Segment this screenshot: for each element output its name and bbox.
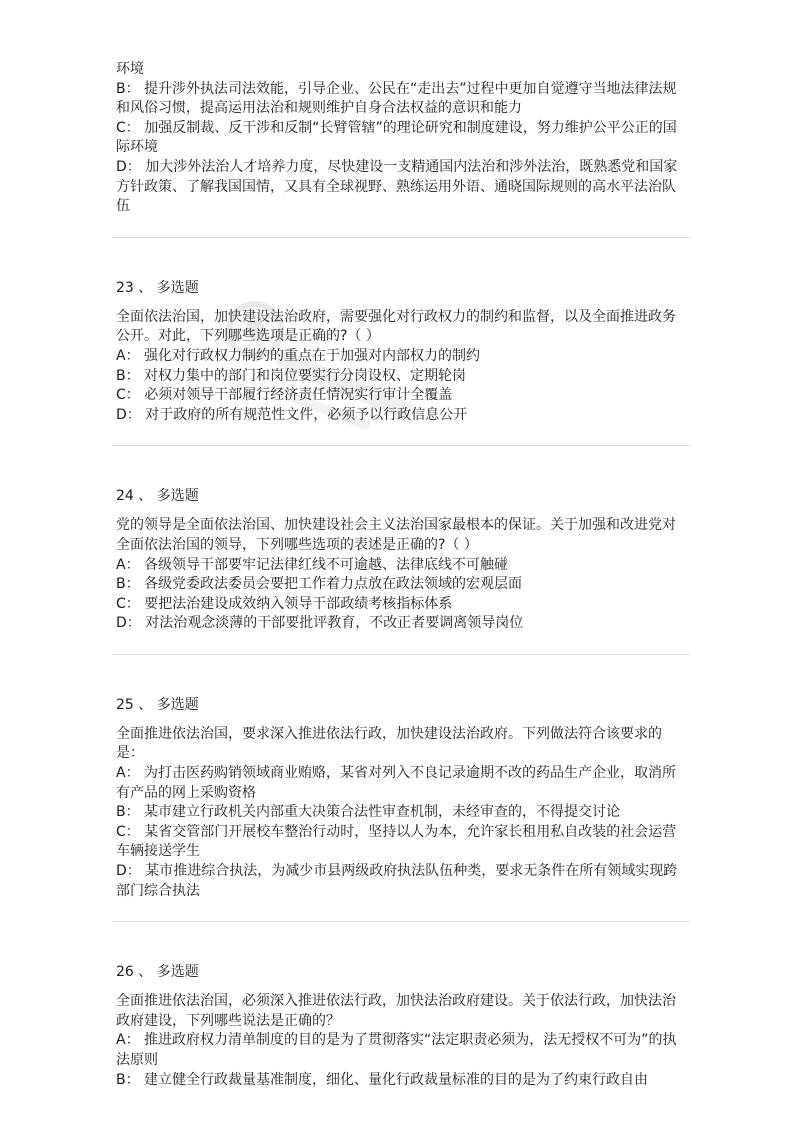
- question-header: 23 、 多选题: [116, 279, 199, 296]
- question-divider: [112, 237, 690, 238]
- question-divider: [112, 654, 690, 655]
- question-stem: 党的领导是全面依法治国、加快建设社会主义法治国家最根本的保证。关于加强和改进党对全面依法治国的领导，下列哪些选项的表述是正确的?（ ）: [116, 517, 676, 553]
- question-23: [116, 278, 686, 447]
- option-b: B： 建立健全行政裁量基准制度，细化、量化行政裁量标准的目的是为了约束行政自由: [116, 1071, 649, 1088]
- option-b: B： 提升涉外执法司法效能，引导企业、公民在“走出去”过程中更加自觉遵守当地法律法规和风俗习惯，提高运用法治和规则维护自身合法权益的意识和能力: [116, 80, 677, 117]
- option-a: A： 强化对行政权力制约的重点在于加强对内部权力的制约: [116, 347, 481, 364]
- option-d: D： 加大涉外法治人才培养力度，尽快建设一支精通国内法治和涉外法治，既熟悉党和国家方针政策、了解我国国情，又具有全球视野、熟练运用外语、通晓国际规则的高水平法治队伍: [116, 158, 678, 215]
- question-26: [116, 962, 686, 1090]
- question-stem: 全面依法治国，加快建设法治政府，需要强化对行政权力的制约和监督，以及全面推进政务公开。对此，下列哪些选项是正确的?（ ）: [116, 308, 676, 345]
- option-c-continuation: 环境: [116, 61, 144, 77]
- option-d: D： 某市推进综合执法，为减少市县两级政府执法队伍种类，要求无条件在所有领域实现跨部门综合执法: [116, 863, 678, 899]
- question-header: 24 、 多选题: [116, 488, 199, 505]
- option-c: C： 必须对领导干部履行经济责任情况实行审计全覆盖: [116, 387, 453, 404]
- option-a: A： 推进政府权力清单制度的目的是为了贯彻落实“法定职责必须为，法无授权不可为”的执法原则: [116, 1032, 677, 1068]
- question-divider: [112, 445, 690, 446]
- option-a: A： 各级领导干部要牢记法律红线不可逾越、法律底线不可触碰: [116, 556, 509, 573]
- option-c: C： 加强反制裁、反干涉和反制“长臂管辖”的理论研究和制度建设，努力维护公平公正的国际环境: [116, 119, 677, 156]
- question-24: [116, 486, 686, 655]
- option-b: B： 某市建立行政机关内部重大决策合法性审查机制，未经审查的，不得提交讨论: [116, 804, 621, 821]
- option-d: D： 对于政府的所有规范性文件，必须予以行政信息公开: [116, 406, 468, 423]
- option-b: B： 各级党委政法委员会要把工作着力点放在政法领域的宏观层面: [116, 576, 523, 593]
- option-c: C： 某省交管部门开展校车整治行动时，坚持以人为本，允许家长租用私自改装的社会运营车辆接送学生: [116, 823, 677, 860]
- option-c: C： 要把法治建设成效纳入领导干部政绩考核指标体系: [116, 595, 453, 612]
- previous-question-tail: [116, 60, 686, 238]
- option-b: B： 对权力集中的部门和岗位要实行分岗设权、定期轮岗: [116, 367, 467, 384]
- question-divider: [112, 921, 690, 922]
- question-stem: 全面推进依法治国，必须深入推进依法行政，加快法治政府建设。关于依法行政，加快法治政府建设，下列哪些说法是正确的？: [116, 993, 676, 1029]
- option-d: D： 对法治观念淡薄的干部要批评教育，不改正者要调离领导岗位: [116, 615, 524, 632]
- question-stem: 全面推进依法治国，要求深入推进依法行政，加快建设法治政府。下列做法符合该要求的是：: [116, 725, 662, 762]
- question-header: 26 、 多选题: [116, 964, 199, 981]
- question-25: [116, 695, 686, 922]
- question-header: 25 、 多选题: [116, 696, 199, 713]
- option-a: A： 为打击医药购销领域商业贿赂，某省对列入不良记录逾期不改的药品生产企业，取消所有产品的网上采购资格: [116, 765, 677, 801]
- document-page: [116, 60, 686, 1090]
